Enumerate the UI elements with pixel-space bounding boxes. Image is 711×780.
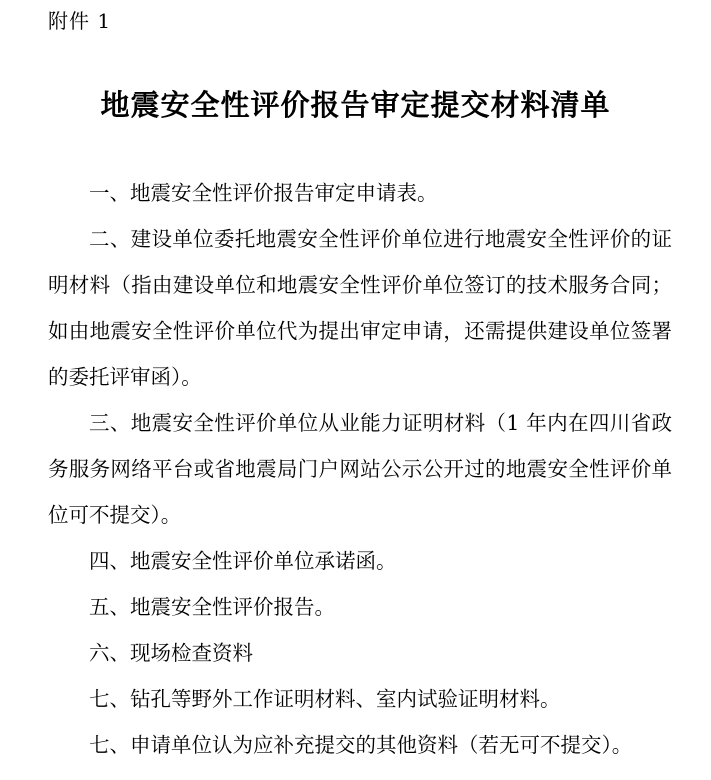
- materials-list: [48, 170, 672, 768]
- document-title: 地震安全性评价报告审定提交材料清单: [100, 88, 611, 122]
- list-item-1: 一、地震安全性评价报告审定申请表。: [89, 181, 438, 205]
- list-item-3: 三、地震安全性评价单位从业能力证明材料（1 年内在四川省政务服务网络平台或省地震局门户网站公示公开过的地震安全性评价单位可不提交）。: [48, 411, 672, 527]
- list-item-4: 四、地震安全性评价单位承诺函。: [89, 549, 397, 573]
- list-item-7: 七、钻孔等野外工作证明材料、室内试验证明材料。: [89, 687, 561, 711]
- list-item-6: 六、现场检查资料: [89, 641, 253, 665]
- list-item-2: 二、建设单位委托地震安全性评价单位进行地震安全性评价的证明材料（指由建设单位和地震安全性评价单位签订的技术服务合同；如由地震安全性评价单位代为提出审定申请，还需提供建设单位签署的委托评审函）。: [48, 227, 672, 389]
- list-item-8: 七、申请单位认为应补充提交的其他资料（若无可不提交）。: [89, 733, 633, 757]
- list-item-5: 五、地震安全性评价报告。: [89, 595, 335, 619]
- annex-label: 附件 1: [48, 9, 112, 33]
